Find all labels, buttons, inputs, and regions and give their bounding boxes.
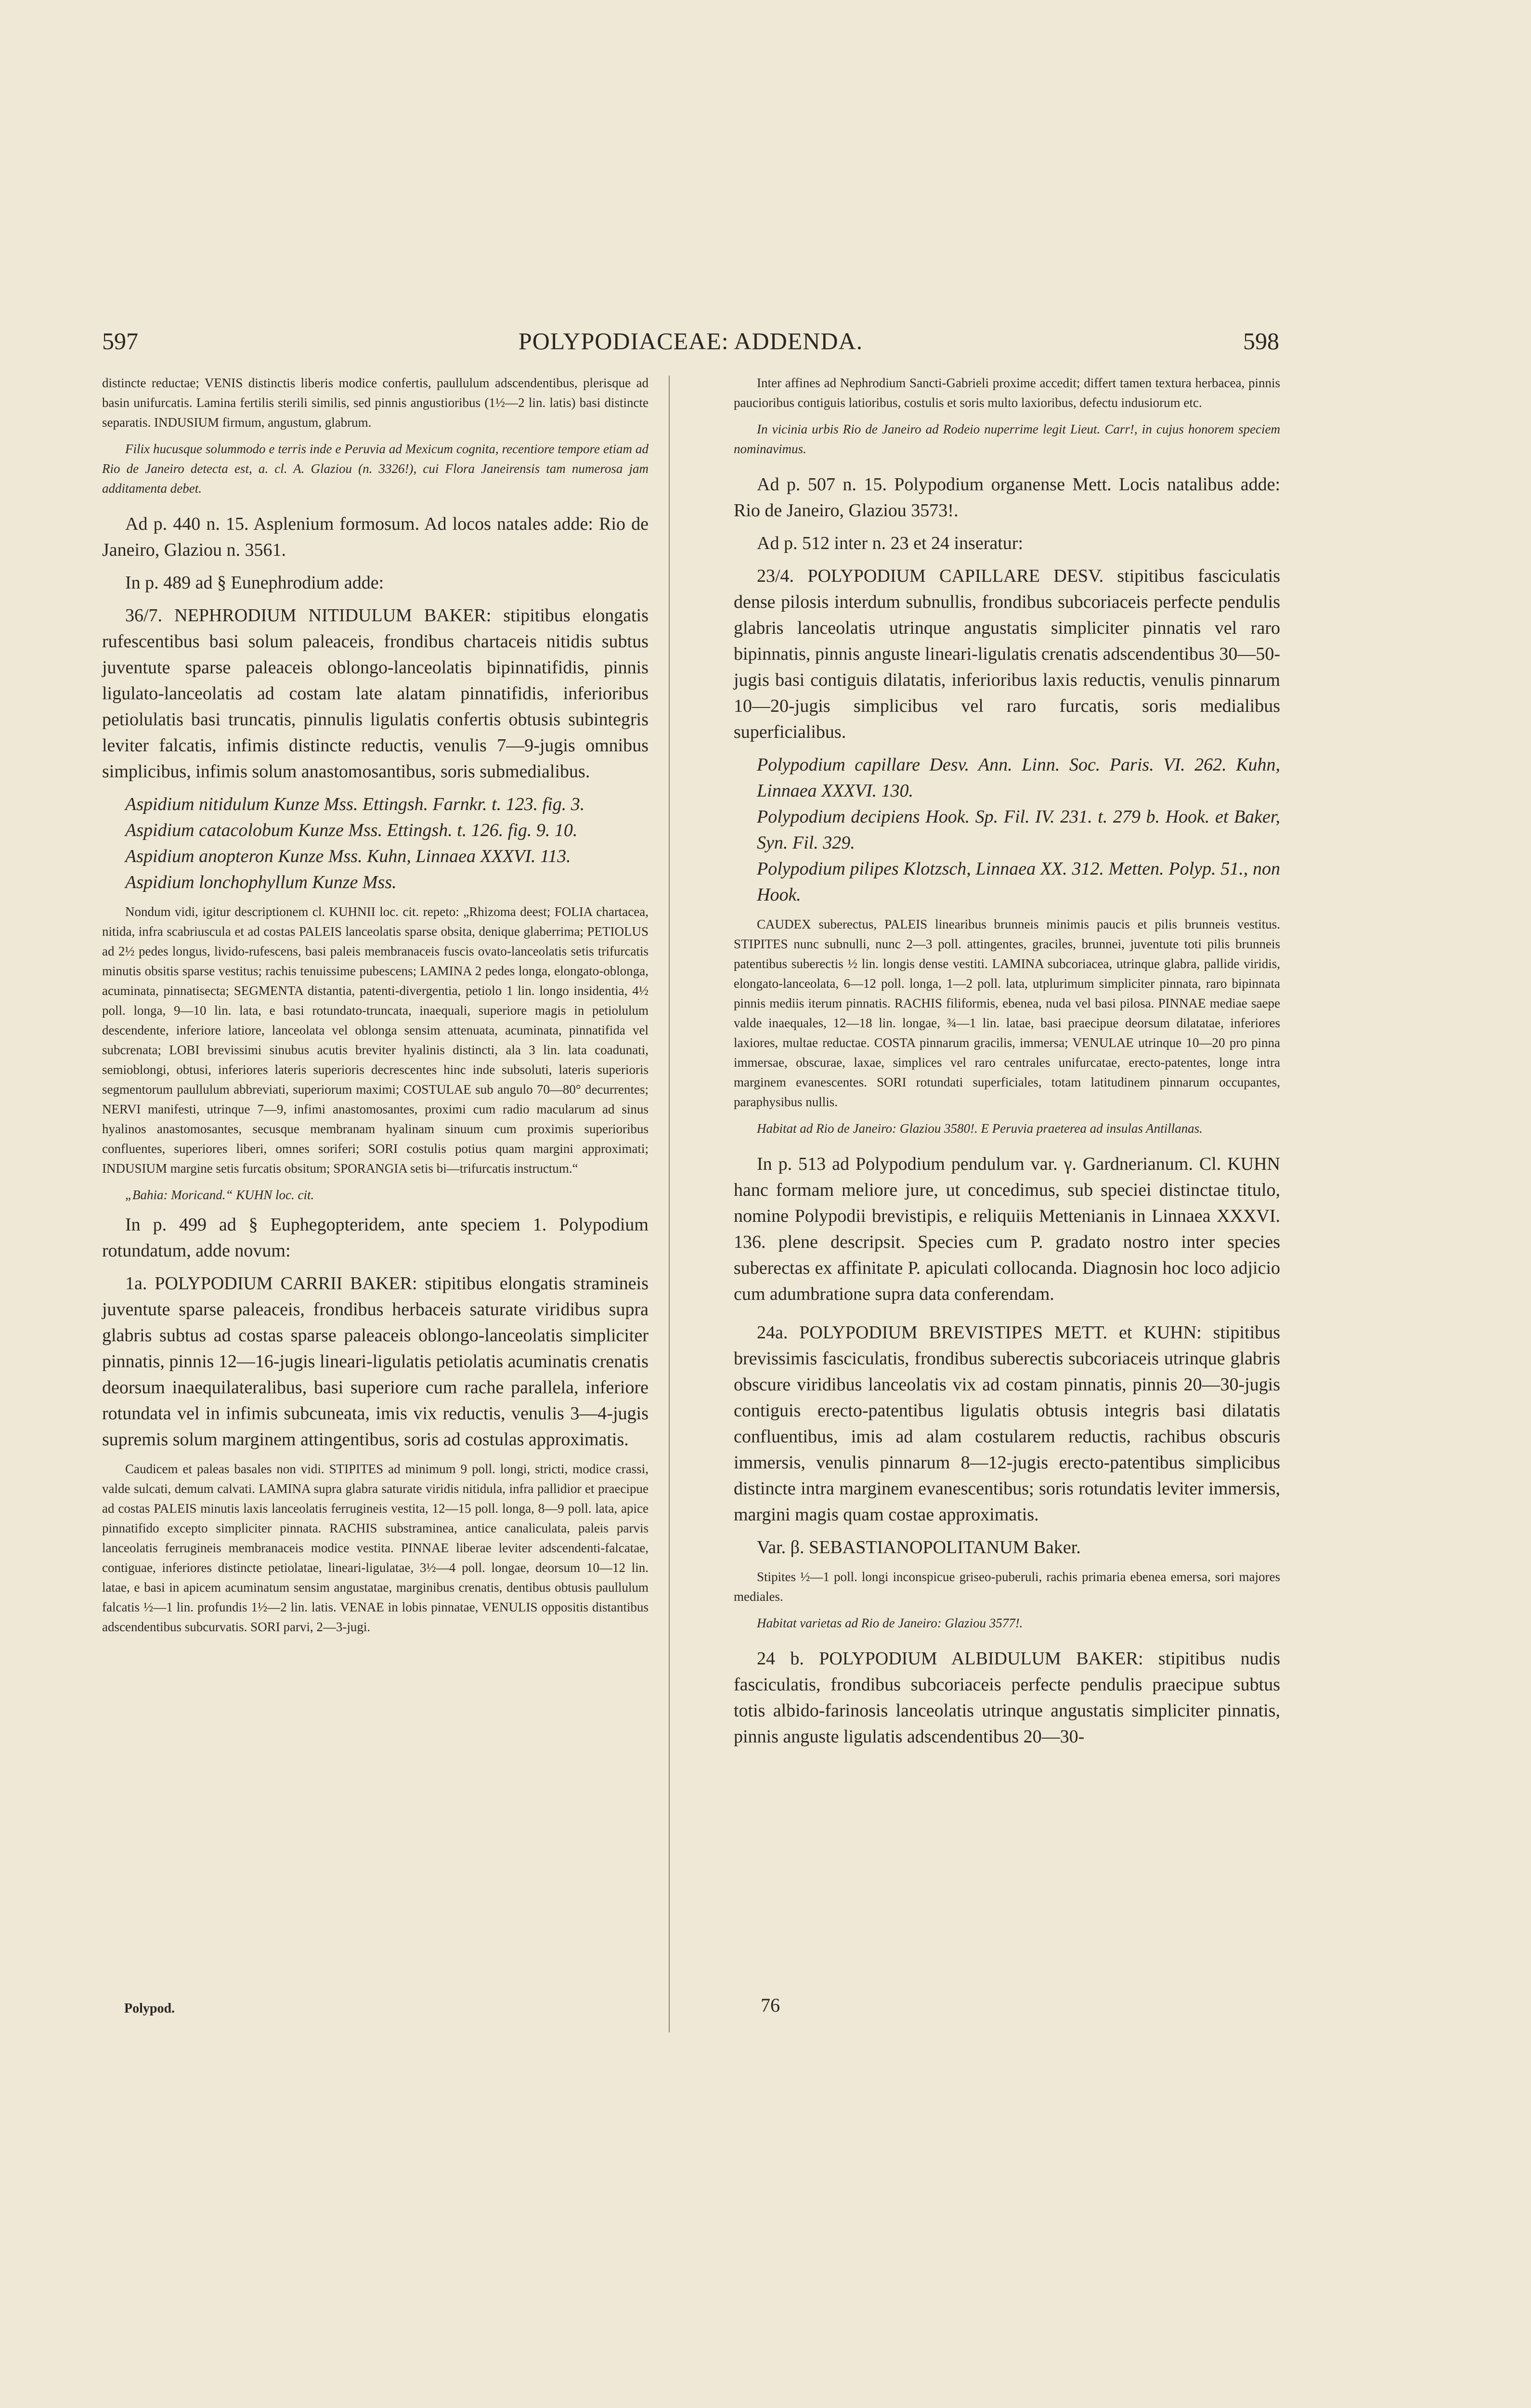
- paragraph: Var. β. SEBASTIANOPOLITANUM Baker.: [757, 1537, 1081, 1557]
- running-header: [102, 322, 1279, 360]
- paragraph: In p. 489 ad § Eunephrodium adde:: [125, 573, 384, 593]
- species-description: 24a. POLYPODIUM BREVISTIPES METT. et KUHN: stipitibus brevissimis fasciculatis, frondibus suberectis subcoriaceis utrinque glabris obscure viridibus lanceolatis vix ad costam pinnatis, pinnis 20—30-jugis contiguis erecto-patentibus ligulatis obtusis integris basi dilatatis confluentibus, imis ad alam costularem reductis, rachibus obscuris immersis, venulis pinnarum 8—12-jugis erecto-patentibus simplicibus distincte intra marginem evanescentibus; soris rotundatis leviter immersis, margini magis quam costae approximatis.: [734, 1322, 1280, 1525]
- species-description: 1a. POLYPODIUM CARRII BAKER: stipitibus elongatis stramineis juventute sparse paleaceis, frondibus herbaceis saturate viridibus supra glabris subtus ad costas sparse paleaceis oblongo-lanceolatis simpliciter pinnatis, pinnis 12—16-jugis lineari-ligulatis petiolatis acuminatis crenatis deorsum inaequilateralibus, basi superiore cum rache parallela, inferiore rotundata vel in infimis subcuneata, imis vix reductis, venulis 3—4-jugis supremis solum marginem attingentibus, soris ad costulas approximatis.: [102, 1273, 649, 1450]
- paragraph: In vicinia urbis Rio de Janeiro ad Rodeio nuperrime legit Lieut. Carr!, in cujus honorem speciem nominavimus.: [734, 422, 1280, 456]
- page-number-left: 597: [102, 327, 138, 354]
- paragraph: „Bahia: Moricand.“ KUHN loc. cit.: [125, 1188, 314, 1202]
- sheet-number: 76: [761, 1994, 780, 2016]
- signature-mark: Polypod.: [124, 2001, 175, 2016]
- synonym: Aspidium nitidulum Kunze Mss. Ettingsh. Farnkr. t. 123. fig. 3.: [125, 794, 585, 814]
- paragraph: Stipites ½—1 poll. longi inconspicue griseo-puberuli, rachis primaria ebenea emersa, sori majores mediales.: [734, 1570, 1280, 1604]
- paragraph: Caudicem et paleas basales non vidi. STIPITES ad minimum 9 poll. longi, stricti, modice crassi, valde sulcati, demum calvati. LAMINA supra glabra saturate viridis nitidula, infra pallidior et praecipue ad costas PALEIS minutis laxis lanceolatis ferrugineis vestita, 12—15 poll. longa, 8—9 poll. lata, apice pinnatifido excepto simpliciter pinnata. RACHIS substraminea, antice canaliculata, paleis parvis lanceolatis ferrugineis membranaceis modice vestita. PINNAE liberae leviter adscendenti-falcatae, contiguae, inferiores distincte petiolatae, lineari-ligulatae, 3½—4 poll. longae, deorsum 10—12 lin. latae, e basi in apicem acuminatum sensim angustatae, marginibus crenatis, dentibus obtusis paullulum falcatis ½—1 lin. profundis 1½—2 lin. latis. VENAE in lobis pinnatae, VENULIS oppositis distantibus adscendentibus subcurvatis. SORI parvi, 2—3-jugi.: [102, 1462, 649, 1634]
- paragraph: In p. 513 ad Polypodium pendulum var. γ. Gardnerianum. Cl. KUHN hanc formam meliore jure, ut concedimus, sub speciei distinctae titulo, nomine Polypodii brevistipis, e reliquiis Mettenianis in Linnaea XXXVI. 136. plene descripsit. Species cum P. gradato nostro inter species suberectas ex affinitate P. apiculati collocanda. Diagnosin hoc loco adjicio cum adumbratione supra data conferendam.: [734, 1154, 1280, 1304]
- right-column: [734, 373, 1280, 1750]
- paragraph: Ad p. 440 n. 15. Asplenium formosum. Ad locos natales adde: Rio de Janeiro, Glaziou n. 3561.: [102, 514, 649, 560]
- synonym: Aspidium anopteron Kunze Mss. Kuhn, Linnaea XXXVI. 113.: [125, 846, 571, 866]
- synonym: Polypodium capillare Desv. Ann. Linn. Soc. Paris. VI. 262. Kuhn, Linnaea XXXVI. 130.: [757, 755, 1280, 801]
- left-column: [102, 373, 649, 1637]
- column-divider: [669, 376, 670, 2032]
- species-description: 23/4. POLYPODIUM CAPILLARE DESV. stipitibus fasciculatis dense pilosis interdum subnullis, frondibus subcoriaceis perfecte pendulis glabris lanceolatis utrinque angustatis simpliciter pinnatis vel raro bipinnatis, pinnis anguste lineari-ligulatis crenatis adscendentibus 30—50-jugis basi contiguis dilatatis, inferioribus laxis reductis, venulis pinnarum 10—20-jugis simplicibus vel raro furcatis, soris medialibus superficialibus.: [734, 566, 1280, 742]
- species-description: 24 b. POLYPODIUM ALBIDULUM BAKER: stipitibus nudis fasciculatis, frondibus subcoriaceis perfecte pendulis praecipue subtus totis albido-farinosis lanceolatis utrinque angustatis simpliciter pinnatis, pinnis anguste ligulatis adscendentibus 20—30-: [734, 1649, 1280, 1747]
- page-number-right: 598: [1243, 327, 1279, 354]
- synonym: Aspidium lonchophyllum Kunze Mss.: [125, 872, 397, 892]
- synonym: Polypodium pilipes Klotzsch, Linnaea XX. 312. Metten. Polyp. 51., non Hook.: [757, 859, 1280, 905]
- paragraph: Ad p. 512 inter n. 23 et 24 inseratur:: [757, 533, 1024, 553]
- paragraph: Habitat varietas ad Rio de Janeiro: Glaziou 3577!.: [757, 1616, 1023, 1630]
- paragraph: Filix hucusque solummodo e terris inde e Peruvia ad Mexicum cognita, recentiore tempore etiam ad Rio de Janeiro detecta est, a. cl. A. Glaziou (n. 3326!), cui Flora Janeirensis tam numerosa jam additamenta debet.: [102, 442, 649, 496]
- paragraph: distincte reductae; VENIS distinctis liberis modice confertis, paullulum adscendentibus, plerisque ad basin unifurcatis. Lamina fertilis sterili similis, sed pinnis angustioribus (1½—2 lin. latis) basi distincte separatis. INDUSIUM firmum, angustum, glabrum.: [102, 376, 649, 430]
- synonym: Polypodium decipiens Hook. Sp. Fil. IV. 231. t. 279 b. Hook. et Baker, Syn. Fil. 329.: [757, 807, 1280, 853]
- paragraph: In p. 499 ad § Euphegopteridem, ante speciem 1. Polypodium rotundatum, adde novum:: [102, 1215, 649, 1261]
- paragraph: CAUDEX suberectus, PALEIS linearibus brunneis minimis paucis et pilis brunneis vestitus. STIPITES nunc subnulli, nunc 2—3 poll. attingentes, graciles, brunnei, juventute toti pilis brunneis patentibus suberectis ½ lin. longis dense vestiti. LAMINA subcoriacea, utrinque glabra, pallide viridis, elongato-lanceolata, 6—12 poll. longa, 1—2 poll. lata, utplurimum simpliciter pinnata, raro bipinnata pinnis mediis iterum pinnatis. RACHIS filiformis, ebenea, nuda vel basi pilosa. PINNAE mediae saepe valde inaequales, 12—18 lin. longae, ¾—1 lin. latae, basi praecipue deorsum dilatatae, inferiores laxiores, multae reductae. COSTA pinnarum gracilis, immersa; VENULAE utrinque 10—20 pro pinna immersae, obscurae, laxae, simplices vel raro centrales unifurcatae, erecto-patentes, longe intra marginem evanescentes. SORI rotundati superficiales, totam latitudinem pinnarum occupantes, paraphysibus nullis.: [734, 917, 1280, 1109]
- paragraph: Inter affines ad Nephrodium Sancti-Gabrieli proxime accedit; differt tamen textura herbacea, pinnis paucioribus contiguis latioribus, costulis et soris multo laxioribus, defectu indusiorum etc.: [734, 376, 1280, 410]
- running-title: POLYPODIACEAE: ADDENDA.: [518, 327, 863, 354]
- paragraph: Nondum vidi, igitur descriptionem cl. KUHNII loc. cit. repeto: „Rhizoma deest; FOLIA chartacea, nitida, infra scabriuscula et ad costas PALEIS lanceolatis sparse obsita, denique glaberrima; PETIOLUS ad 2½ pedes longus, livido-rufescens, basi paleis membranaceis fuscis ovato-lanceolatis setis trifurcatis minutis obsitis sparse vestitus; rachis tenuissime pubescens; LAMINA 2 pedes longa, elongato-oblonga, acuminata, pinnatisecta; SEGMENTA distantia, patenti-divergentia, petiolo 1 lin. longo insidentia, 4½ poll. longa, 9—10 lin. lata, e basi rotundato-truncata, inaequali, superiore magis in petiolulum descendente, inferiore latiore, lanceolata vel oblonga sensim attenuata, acuminata, pinnatifida vel subcrenata; LOBI brevissimi sinubus acutis breviter hyalinis distincti, ala 3 lin. lata coadunati, semioblongi, obtusi, inferiores lateris superioris decrescentes hinc inde subsoluti, lateris superioris segmentorum paullulum abbreviati, superiorum maximi; COSTULAE sub angulo 70—80° decurrentes; NERVI manifesti, utrinque 7—9, infimi anastomosantes, proximi cum radio macularum ad sinus hyalinos anastomosantes, secusque membranam hyalinam sinuum cum proximis superioribus confluentes, superiores liberi, omnes soriferi; SORI costulis potius quam margini approximati; INDUSIUM margine setis furcatis obsitum; SPORANGIA setis bi—trifurcatis instructum.“: [102, 904, 649, 1176]
- paragraph: Habitat ad Rio de Janeiro: Glaziou 3580!. E Peruvia praeterea ad insulas Antillanas.: [757, 1121, 1203, 1136]
- synonym: Aspidium catacolobum Kunze Mss. Ettingsh. t. 126. fig. 9. 10.: [125, 820, 578, 840]
- species-description: 36/7. NEPHRODIUM NITIDULUM BAKER: stipitibus elongatis rufescentibus basi solum paleaceis, frondibus chartaceis nitidis subtus juventute sparse paleaceis oblongo-lanceolatis bipinnatifidis, pinnis ligulato-lanceolatis ad costam late alatam pinnatifidis, inferioribus petiolulatis basi truncatis, pinnulis ligulatis confertis obtusis subintegris leviter falcatis, infimis distincte reductis, venulis 7—9-jugis omnibus simplicibus, infimis solum anastomosantibus, soris submedialibus.: [102, 605, 649, 782]
- paragraph: Ad p. 507 n. 15. Polypodium organense Mett. Locis natalibus adde: Rio de Janeiro, Glaziou 3573!.: [734, 474, 1280, 521]
